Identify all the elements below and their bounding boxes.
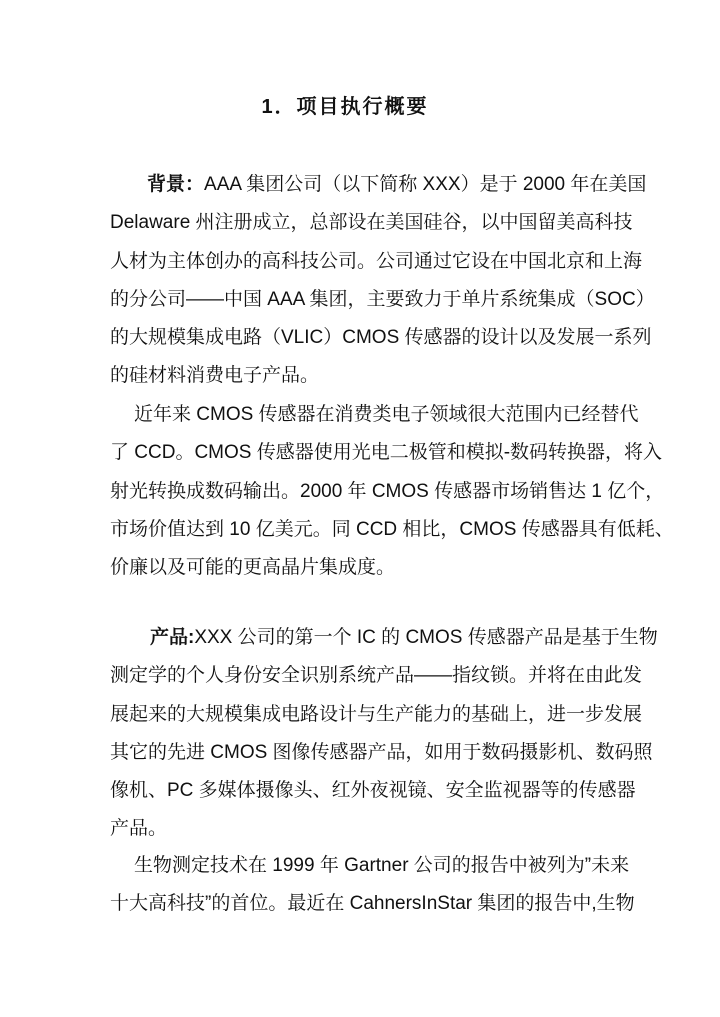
- text-line: [110, 657, 643, 695]
- text-line: [110, 357, 610, 395]
- text-line: [110, 847, 630, 885]
- line-text: 十大高科技”的首位。最近在 CahnersInStar 集团的报告中,生物: [110, 893, 635, 915]
- line-text: AAA 集团公司（以下简称 XXX）是于 2000 年在美国: [204, 174, 647, 195]
- text-line: [110, 885, 635, 923]
- paragraph-lead: 产品:: [150, 627, 195, 648]
- line-text: 了 CCD。CMOS 传感器使用光电二极管和模拟-数码转换器，将入: [110, 442, 663, 464]
- line-text: 测定学的个人身份安全识别系统产品——指纹锁。并将在由此发: [110, 665, 643, 687]
- text-line: [110, 619, 658, 657]
- paragraph-products: [110, 619, 658, 849]
- text-line: [110, 549, 610, 587]
- section-title: 1．项目执行概要: [261, 96, 429, 118]
- line-text: 射光转换成数码输出。2000 年 CMOS 传感器市场销售达 1 亿个，: [110, 480, 665, 502]
- line-text: 近年来 CMOS 传感器在消费类电子领域很大范围内已经替代: [134, 404, 639, 425]
- text-line: [110, 434, 663, 472]
- text-line: [110, 319, 652, 357]
- text-line: [110, 734, 653, 772]
- paragraph-cmos-market: [110, 396, 674, 587]
- text-line: [110, 166, 647, 204]
- line-text: 展起来的大规模集成电路设计与生产能力的基础上，进一步发展: [110, 703, 643, 725]
- line-text: 产品。: [110, 818, 168, 840]
- text-line: [110, 511, 674, 549]
- line-text: 的硅材料消费电子产品。: [110, 365, 320, 387]
- text-line: [110, 696, 643, 734]
- paragraph-biometrics: [110, 847, 635, 924]
- line-text: 人材为主体创办的高科技公司。公司通过它设在中国北京和上海: [110, 250, 643, 272]
- text-line: [110, 204, 633, 242]
- line-text: Delaware 州注册成立，总部设在美国硅谷，以中国留美高科技: [110, 212, 633, 234]
- text-line: [110, 772, 636, 810]
- line-text: 其它的先进 CMOS 图像传感器产品，如用于数码摄影机、数码照: [110, 741, 653, 763]
- line-text: 像机、PC 多媒体摄像头、红外夜视镜、安全监视器等的传感器: [110, 780, 636, 802]
- text-line: [110, 396, 639, 434]
- text-line: [110, 473, 665, 511]
- line-text: 市场价值达到 10 亿美元。同 CCD 相比，CMOS 传感器具有低耗、: [110, 518, 674, 540]
- text-line: [110, 243, 643, 281]
- line-text: 的分公司——中国 AAA 集团，主要致力于单片系统集成（SOC）: [110, 288, 655, 310]
- paragraph-background: [110, 166, 655, 396]
- text-line: [110, 281, 655, 319]
- line-text: 价廉以及可能的更高晶片集成度。: [110, 557, 396, 579]
- line-text: 生物测定技术在 1999 年 Gartner 公司的报告中被列为”未来: [134, 855, 630, 876]
- line-text: XXX 公司的第一个 IC 的 CMOS 传感器产品是基于生物: [194, 627, 658, 648]
- text-line: [110, 810, 610, 848]
- paragraph-lead: 背景：: [147, 174, 205, 195]
- line-text: 的大规模集成电路（VLIC）CMOS 传感器的设计以及发展一系列: [110, 327, 652, 349]
